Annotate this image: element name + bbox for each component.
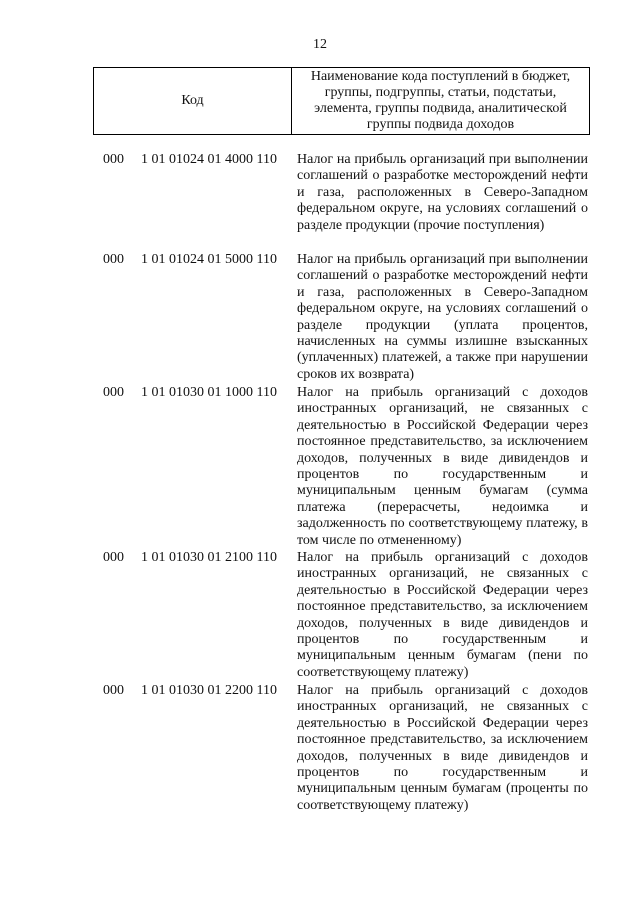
revenue-code: 1 01 01024 01 5000 110 <box>141 252 277 267</box>
admin-code: 000 <box>103 152 124 167</box>
header-code-cell: Код <box>94 68 292 134</box>
table-row <box>0 683 640 823</box>
table-row <box>0 385 640 550</box>
table-header <box>93 67 590 135</box>
table-body <box>0 152 640 823</box>
revenue-name: Налог на прибыль организаций при выполнении соглашений о разработке месторождений нефти и газа, расположенных в Северо-Западном федеральном округе, на условиях соглашений о разделе продукции (уплата процентов, начисленных на суммы излишне взысканных (уплаченных) платежей, а также при нарушении сроков их возврата) <box>297 252 588 382</box>
revenue-name: Налог на прибыль организаций с доходов иностранных организаций, не связанных с деятельностью в Российской Федерации через постоянное представительство, за исключением доходов, полученных в виде дивидендов и процентов по государственным и муниципальным ценным бумагам (пени по соответствующему платежу) <box>297 550 588 680</box>
revenue-code: 1 01 01030 01 2100 110 <box>141 550 277 565</box>
table-row <box>0 252 640 385</box>
revenue-name: Налог на прибыль организаций с доходов иностранных организаций, не связанных с деятельностью в Российской Федерации через постоянное представительство, за исключением доходов, полученных в виде дивидендов и процентов по государственным и муниципальным ценным бумагам (проценты по соответствующему платежу) <box>297 683 588 813</box>
table-row <box>0 550 640 683</box>
admin-code: 000 <box>103 385 124 400</box>
revenue-code: 1 01 01030 01 1000 110 <box>141 385 277 400</box>
header-name-cell: Наименование кода поступлений в бюджет, группы, подгруппы, статьи, подстатьи, элемента, группы подвида, аналитической группы подвида доходов <box>310 69 571 132</box>
revenue-name: Налог на прибыль организаций с доходов иностранных организаций, не связанных с деятельностью в Российской Федерации через постоянное представительство, за исключением доходов, полученных в виде дивидендов и процентов по государственным и муниципальным ценным бумагам (сумма платежа (перерасчеты, недоимка и задолженность по соответствующему платежу, в том числе по отмененному) <box>297 385 588 548</box>
admin-code: 000 <box>103 683 124 698</box>
admin-code: 000 <box>103 252 124 267</box>
admin-code: 000 <box>103 550 124 565</box>
revenue-code: 1 01 01030 01 2200 110 <box>141 683 277 698</box>
page-number: 12 <box>313 37 327 52</box>
revenue-name: Налог на прибыль организаций при выполнении соглашений о разработке месторождений нефти и газа, расположенных в Северо-Западном федеральном округе, на условиях соглашений о разделе продукции (прочие поступления) <box>297 152 588 233</box>
table-row <box>0 152 640 252</box>
revenue-code: 1 01 01024 01 4000 110 <box>141 152 277 167</box>
